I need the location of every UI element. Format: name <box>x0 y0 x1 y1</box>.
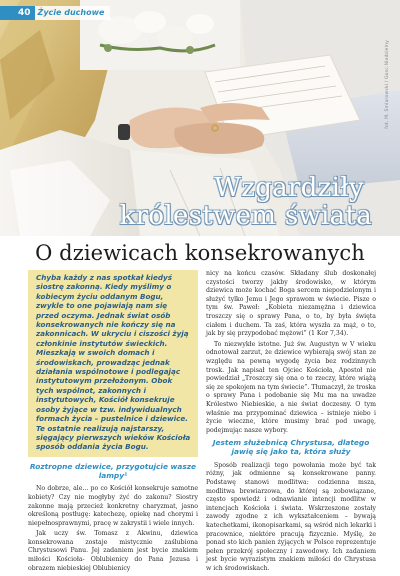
section-heading-right: Jestem służebnicą Chrystusa, dlatego jawię się jako ta, która służy <box>212 438 370 457</box>
article-title-line-1: Wzgardziły <box>214 173 364 203</box>
body-paragraph: Jak uczy św. Tomasz z Akwinu, dziewica konsekrowana zostaje mistycznie zaślubiona Chrystusowi Panu. Jej zadaniem jest bycie znakiem miłości Kościoła- Oblubienicy do Pana Jezusa i obrazem niebieskiej Oblubienicy <box>28 530 198 572</box>
body-paragraph: Sposób realizacji tego powołania może być tak różny, jak odmienne są konsekrowane panny. Podstawę stanowi modlitwa: codzienna msza, modlitwa brewiarzowa, do której są zobowiązane, często spowiedź i odnawianie intencji modlitw w intencjach Kościoła i świata. Wskrzeszone zostały zawody zgodne z ich wykształceniem – bywają katechetkami, ikonopisarkami, są wśród nich lekarki i pracownice, niektóre pracują fizycznie. Myślę, że ponad sto kich panien żyjących w Polsce reprezentuje pełen przekrój społeczny i zawodowy. Ich zadaniem jest bycie wyrazistym znakiem miłości do Chrystusa w ich środowiskach. <box>206 461 376 572</box>
body-paragraph: To niezwykłe istotne. Już św. Augustyn w V wieku odnotował zarzut, że dziewice wybierają swój stan ze względu na pewną wygodę życia bez rodzinnych trosk. Jak napisał ten Ojciec Kościoła, Apostoł nie powiedział „Troszczy się ona o te rzeczy, które wiążą się ze spokojem na tym świecie”. Tłumaczył, że troska o sprawy Pana i podobanie się Mu ma na uwadze Królestwo Niebieskie, a nie świat doczesny. O tym właśnie ma przypominać dziewica – istnieje niebo i życie wieczne, które musimy brać pod uwagę, podejmując nasze wybory. <box>206 340 376 434</box>
photo-credit: fot. M. Śmiarowski / Gosc.Niedzielny <box>385 40 390 129</box>
body-paragraph: nicy na końcu czasów. Składany ślub doskonałej czystości tworzy jakby środowisko, w którym dziewica może kochać Boga sercem niepodzielonym i służyć tylko Jemu i Jego sprawom w świecie. Pisze o tym św. Paweł: „Kobieta niezamężna i dziewica troszczy się o sprawy Pana, o to, by była święta ciałem i duchem. Ta zaś, która wyszła za mąż, o to, jak by się przypodobać mężowi” (1 Kor 7,34). <box>206 270 376 338</box>
page-header-bar <box>0 6 110 20</box>
right-column <box>206 270 376 576</box>
article-subtitle: O dziewicach konsekrowanych <box>35 241 365 265</box>
section-heading-left: Roztropne dziewice, przygotujcie wasze lampy¹ <box>29 461 197 480</box>
body-paragraph: No dobrze, ale... po co Kościół konsekruje samotne kobiety? Czy nie mogłyby żyć do zakonu? Siostry zakonne mają przecież konkretny charyzmat, jasno określoną postługę: katechezę, opiekę nad chorymi i niepełnosprawnymi, pracę w zakrystii i wiele innych. <box>28 485 198 527</box>
header-photo <box>0 0 400 236</box>
page-number: 40 <box>0 6 35 20</box>
lead-paragraph: Chyba każdy z nas spotkał kiedyś siostrę zakonną. Kiedy myślimy o kobiecym życiu oddanym Bogu, zwykle to one pojawiają nam się przed oczyma. Jednak świat osób konsekrowanych nie kończy się na zakonnicach. W ukryciu i ciszości żyją członkinie instytutów świeckich. Mieszkają w swoich domach i środowiskach, prowadząc jednak działania wspólnotowe i podlegając instytutowym przełożonym. Obok tych wspólnot, zakonnych i instytutowych, Kościół konsekruje osoby żyjące w tzw. indywidualnych formach życia – pustelnice i dziewice. Te ostatnie realizują najstarszy, sięgający pierwszych wieków Kościoła sposób oddania życia Bogu. <box>28 270 198 457</box>
left-column <box>28 270 198 575</box>
section-label: Życie duchowe <box>35 6 111 20</box>
article-title-line-2: królestwem świata <box>119 201 372 231</box>
